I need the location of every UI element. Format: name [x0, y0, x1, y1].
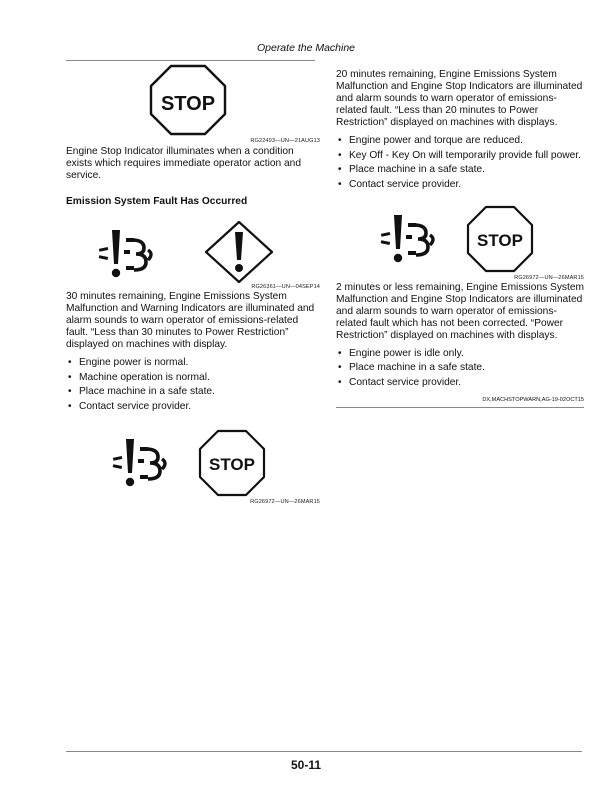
bullet-list-2-minutes	[336, 348, 584, 389]
stop-sign-text: STOP	[209, 454, 255, 474]
paragraph-2-minutes: 2 minutes or less remaining, Engine Emissions System Malfunction and Engine Stop Indicators are illuminated and alarm sounds to warn operator of emissions-related fault which has not been corrected. “Power Restriction” displayed on machines with displays.	[336, 281, 584, 341]
bullet-list-20-minutes	[336, 135, 584, 191]
bullet-icon: •	[68, 386, 72, 398]
bullet-list-30-minutes	[66, 357, 320, 413]
stop-sign-icon	[200, 431, 264, 495]
bullet-icon: •	[338, 164, 342, 176]
bullet-icon: •	[68, 400, 72, 412]
intro-text: Engine Stop Indicator illuminates when a condition exists which requires immediate operator action and service.	[66, 146, 301, 181]
list-item: • Key Off - Key On will temporarily provide full power.	[338, 149, 581, 161]
figure-code: RG22493—UN—21AUG13	[250, 138, 320, 144]
warning-diamond-icon	[206, 222, 272, 282]
bullet-icon: •	[338, 178, 342, 190]
list-item: • Place machine in a safe state.	[338, 362, 485, 374]
bullet-icon: •	[338, 135, 342, 146]
stop-sign-icon	[468, 207, 532, 271]
figure-code: RG26972—UN—26MAR15	[250, 498, 320, 505]
bullet-icon: •	[338, 376, 342, 388]
bullet-icon: •	[338, 362, 342, 374]
stop-sign-text: STOP	[160, 93, 216, 115]
figure-emission-stop-2	[336, 205, 584, 282]
stop-sign-text: STOP	[477, 230, 523, 250]
list-item: • Contact service provider.	[68, 400, 192, 412]
list-item: • Engine power and torque are reduced.	[338, 135, 523, 146]
list-item: • Place machine in a safe state.	[338, 164, 485, 176]
list-item: • Contact service provider.	[338, 376, 462, 388]
right-column	[336, 69, 584, 408]
list-item: • Contact service provider.	[338, 178, 462, 190]
section-heading: Emission System Fault Has Occurred	[66, 196, 248, 207]
document-id: DX,MACHSTOPWARN,AG-19-02OCT15	[482, 396, 584, 403]
list-item: • Place machine in a safe state.	[68, 386, 215, 398]
footer-rule	[66, 751, 582, 752]
bullet-icon: •	[68, 357, 72, 368]
paragraph-20-minutes: 20 minutes remaining, Engine Emissions System Malfunction and Engine Stop Indicators are illuminated and alarm sounds to warn operator of emissions-related fault. “Less than 20 minutes to Power Restriction” displayed on machines with displays.	[336, 69, 583, 128]
emissions-malfunction-icon	[99, 230, 151, 277]
figure-emission-stop-1	[66, 429, 320, 506]
list-item: • Engine power is normal.	[68, 357, 189, 368]
bullet-icon: •	[338, 347, 342, 359]
list-item: • Machine operation is normal.	[68, 371, 210, 383]
bullet-icon: •	[338, 149, 342, 161]
figure-emission-warning	[66, 220, 320, 291]
left-column	[66, 64, 320, 506]
section-end-rule	[336, 407, 584, 408]
emissions-malfunction-icon	[113, 439, 165, 486]
paragraph-30-minutes: 30 minutes remaining, Engine Emissions System Malfunction and Warning Indicators are illuminated and alarm sounds to warn operator of emissions-related fault. “Less than 30 minutes to Power Restriction” displayed on machines with display.	[66, 291, 315, 350]
header-rule	[66, 60, 315, 61]
figure-code: RG26972—UN—26MAR15	[514, 274, 584, 281]
running-header: Operate the Machine	[256, 42, 356, 54]
figure-code: RG26361—UN—04SEP14	[251, 284, 320, 290]
page-number: 50-11	[290, 758, 322, 772]
bullet-icon: •	[68, 371, 72, 383]
emissions-malfunction-icon	[381, 215, 433, 262]
list-item: • Engine power is idle only.	[338, 347, 464, 359]
stop-sign-icon	[66, 64, 320, 138]
figure-stop-indicator	[66, 64, 320, 146]
